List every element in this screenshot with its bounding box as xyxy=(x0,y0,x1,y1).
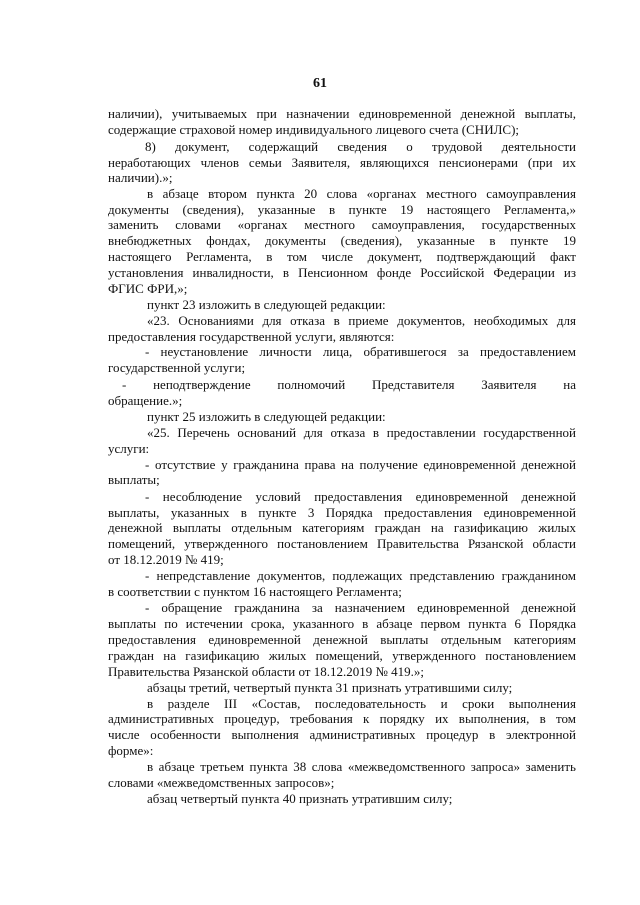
text-line: в соответствии с пунктом 16 настоящего Регламента; xyxy=(108,584,402,599)
text-line: наличии), учитываемых при назначении единовременной денежной выплаты, xyxy=(108,106,576,121)
text-line: содержащие страховой номер индивидуального лицевого счета (СНИЛС); xyxy=(108,122,520,137)
text-line: пункт 23 изложить в следующей редакции: xyxy=(147,297,386,312)
text-line: выплаты по истечении срока, указанного в абзаце первом пункта 6 Порядка xyxy=(108,616,576,631)
text-line: «23. Основаниями для отказа в приеме документов, необходимых для xyxy=(147,313,576,328)
text-line: административных процедур, требования к порядку их выполнения, в том xyxy=(108,711,576,726)
text-line: денежной выплаты отдельным категориям граждан на газификацию жилых xyxy=(108,520,576,535)
text-line: заменить словами «органах местного самоуправления, государственных xyxy=(108,217,576,232)
text-line: неработающих членов семьи Заявителя, являющихся пенсионерами (при их xyxy=(108,155,576,170)
text-line: в разделе III «Состав, последовательность и сроки выполнения xyxy=(147,696,576,711)
text-line: предоставления единовременной денежной выплаты отдельным категориям xyxy=(108,632,576,647)
text-line: ФГИС ФРИ,»; xyxy=(108,281,188,296)
text-line: настоящего Регламента, в том числе документ, подтверждающий факт xyxy=(108,249,576,264)
text-line: - непредставление документов, подлежащих представлению гражданином xyxy=(145,568,576,583)
text-line: предоставления государственной услуги, являются: xyxy=(108,329,395,344)
text-line: Правительства Рязанской области от 18.12.2019 № 419.»; xyxy=(108,664,424,679)
text-line: обращение.»; xyxy=(108,393,183,408)
text-line: установления инвалидности, в Пенсионном фонде Российской Федерации из xyxy=(108,265,576,280)
text-line: числе особенности выполнения административных процедур в электронной xyxy=(108,727,576,742)
text-line: абзац четвертый пункта 40 признать утратившим силу; xyxy=(147,791,453,806)
text-line: выплаты; xyxy=(108,472,160,487)
text-line: внебюджетных фондах, документы (сведения), указанные в пункте 19 xyxy=(108,233,576,248)
page-number: 61 xyxy=(313,76,327,91)
text-line: - несоблюдение условий предоставления единовременной денежной xyxy=(145,489,576,504)
text-line: наличии).»; xyxy=(108,170,173,185)
text-line: - обращение гражданина за назначением единовременной денежной xyxy=(145,600,576,615)
text-line: выплаты, указанных в пункте 3 Порядка предоставления единовременной xyxy=(108,505,576,520)
text-line: - отсутствие у гражданина права на получение единовременной денежной xyxy=(145,457,576,472)
text-line: форме»: xyxy=(108,743,154,758)
text-line: в абзаце втором пункта 20 слова «органах местного самоуправления xyxy=(147,186,576,201)
text-line: «25. Перечень оснований для отказа в предоставлении государственной xyxy=(147,425,576,440)
text-line: документы (сведения), указанные в пункте 19 настоящего Регламента,» xyxy=(108,202,576,217)
text-line: словами «межведомственных запросов»; xyxy=(108,775,335,790)
text-line: - неустановление личности лица, обратившегося за предоставлением xyxy=(145,344,576,359)
text-line: в абзаце третьем пункта 38 слова «межведомственного запроса» заменить xyxy=(147,759,576,774)
text-line: - неподтверждение полномочий Представителя Заявителя на xyxy=(122,377,576,392)
text-line: абзацы третий, четвертый пункта 31 признать утратившими силу; xyxy=(147,680,513,695)
text-line: помещений, утвержденного постановлением Правительства Рязанской области xyxy=(108,536,576,551)
text-line: 8) документ, содержащий сведения о трудовой деятельности xyxy=(145,139,576,154)
text-line: граждан на газификацию жилых помещений, утвержденного постановлением xyxy=(108,648,576,663)
text-line: пункт 25 изложить в следующей редакции: xyxy=(147,409,386,424)
text-line: от 18.12.2019 № 419; xyxy=(108,552,224,567)
text-line: государственной услуги; xyxy=(108,360,246,375)
text-line: услуги: xyxy=(108,441,150,456)
